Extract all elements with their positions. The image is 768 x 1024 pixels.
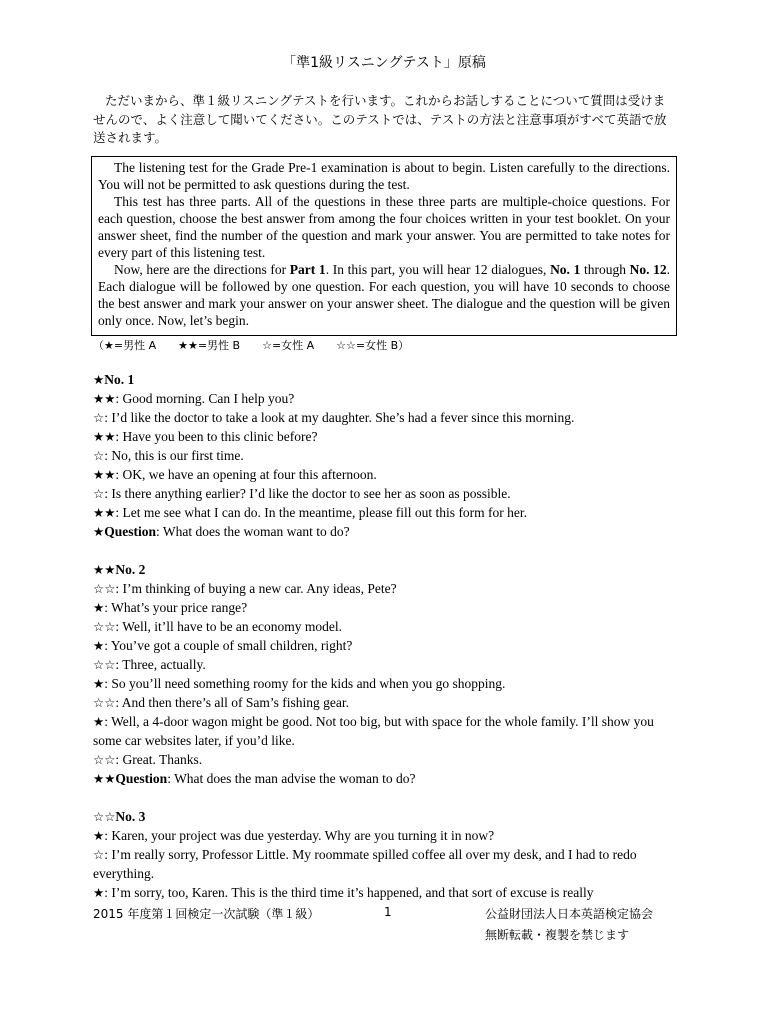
dialogue-line: ★: Karen, your project was due yesterday. Why are you turning it in now? (93, 828, 495, 843)
footer-exam-name: 2015 年度第１回検定一次試験（準１級） (93, 907, 320, 921)
directions-paragraph-1: The listening test for the Grade Pre-1 examination is about to begin. Listen carefully to the directions. You will not be permitted to ask questions during the test. (98, 160, 670, 192)
dialogue-line: ☆☆: Three, actually. (93, 657, 206, 672)
footer-organization: 公益財団法人日本英語検定協会 (485, 907, 654, 921)
dialogue-line: ★★: Have you been to this clinic before? (93, 429, 318, 444)
page-title: 「準1級リスニングテスト」原稿 (282, 55, 486, 71)
directions-paragraph-3: Now, here are the directions for Part 1. In this part, you will hear 12 dialogues, No. 1 through No. 12. Each dialogue will be followed by one question. For each question, you will have 10 seconds to choose the best answer and mark your answer on your answer sheet. The dialogue and the question will be given only once. Now, let’s begin. (98, 262, 671, 328)
footer-page-number: 1 (384, 905, 392, 919)
dialogue-line: ★: You’ve got a couple of small children, right? (93, 638, 353, 653)
dialogue-section (93, 560, 678, 788)
speaker-legend: （★=男性 A ★★=男性 B ☆=女性 A ☆☆=女性 B） (93, 339, 410, 352)
footer-copyright: 無断転載・複製を禁じます (485, 928, 630, 942)
speaker-mark: ☆☆ (93, 809, 116, 824)
dialogues (93, 370, 678, 900)
question-line: ★★Question: What does the man advise the woman to do? (93, 771, 416, 786)
dialogue-line: ☆☆: Well, it’ll have to be an economy model. (93, 619, 343, 634)
dialogue-heading: ☆☆No. 3 (93, 809, 146, 824)
dialogue-line: ☆☆: And then there’s all of Sam’s fishing gear. (93, 695, 350, 710)
dialogue-line: ★: Well, a 4-door wagon might be good. Not too big, but with space for the whole family. I’ll show you some car websites later, if you’d like. (93, 714, 654, 748)
dialogue-line: ★★: Let me see what I can do. In the meantime, please fill out this form for her. (93, 505, 528, 520)
dialogue-line: ☆: I’m really sorry, Professor Little. My roommate spilled coffee all over my desk, and I had to redo everything. (93, 847, 637, 881)
dialogue-line: ☆: Is there anything earlier? I’d like the doctor to see her as soon as possible. (93, 486, 511, 501)
dialogue-heading: ★No. 1 (93, 372, 135, 387)
speaker-mark: ★★ (93, 562, 116, 577)
dialogue-line: ★: What’s your price range? (93, 600, 248, 615)
dialogue-line: ☆: I’d like the doctor to take a look at my daughter. She’s had a fever since this morning. (93, 410, 575, 425)
question-line: ★Question: What does the woman want to do? (93, 524, 350, 539)
directions-paragraph-2: This test has three parts. All of the questions in these three parts are multiple-choice questions. For each question, choose the best answer from among the four choices written in your test booklet. On your answer sheet, find the number of the question and mark your answer. You are permitted to take notes for every part of this listening test. (98, 194, 670, 260)
dialogue-line: ☆☆: I’m thinking of buying a new car. Any ideas, Pete? (93, 581, 397, 596)
dialogue-section (93, 807, 678, 902)
dialogue-line: ★★: Good morning. Can I help you? (93, 391, 295, 406)
dialogue-heading: ★★No. 2 (93, 562, 146, 577)
dialogue-line: ☆☆: Great. Thanks. (93, 752, 203, 767)
dialogue-line: ★: I’m sorry, too, Karen. This is the third time it’s happened, and that sort of excuse is really (93, 885, 594, 900)
intro-paragraph: ただいまから、準１級リスニングテストを行います。これからお話しすることについて質問は受けませんので、よく注意して聞いてください。このテストでは、テストの方法と注意事項がすべて英語で放送されます。 (93, 93, 667, 145)
dialogue-line: ★: So you’ll need something roomy for the kids and when you go shopping. (93, 676, 506, 691)
directions-box (91, 156, 677, 336)
speaker-mark: ★ (93, 372, 105, 387)
dialogue-line: ☆: No, this is our first time. (93, 448, 244, 463)
dialogue-line: ★★: OK, we have an opening at four this afternoon. (93, 467, 377, 482)
dialogue-section (93, 370, 678, 541)
